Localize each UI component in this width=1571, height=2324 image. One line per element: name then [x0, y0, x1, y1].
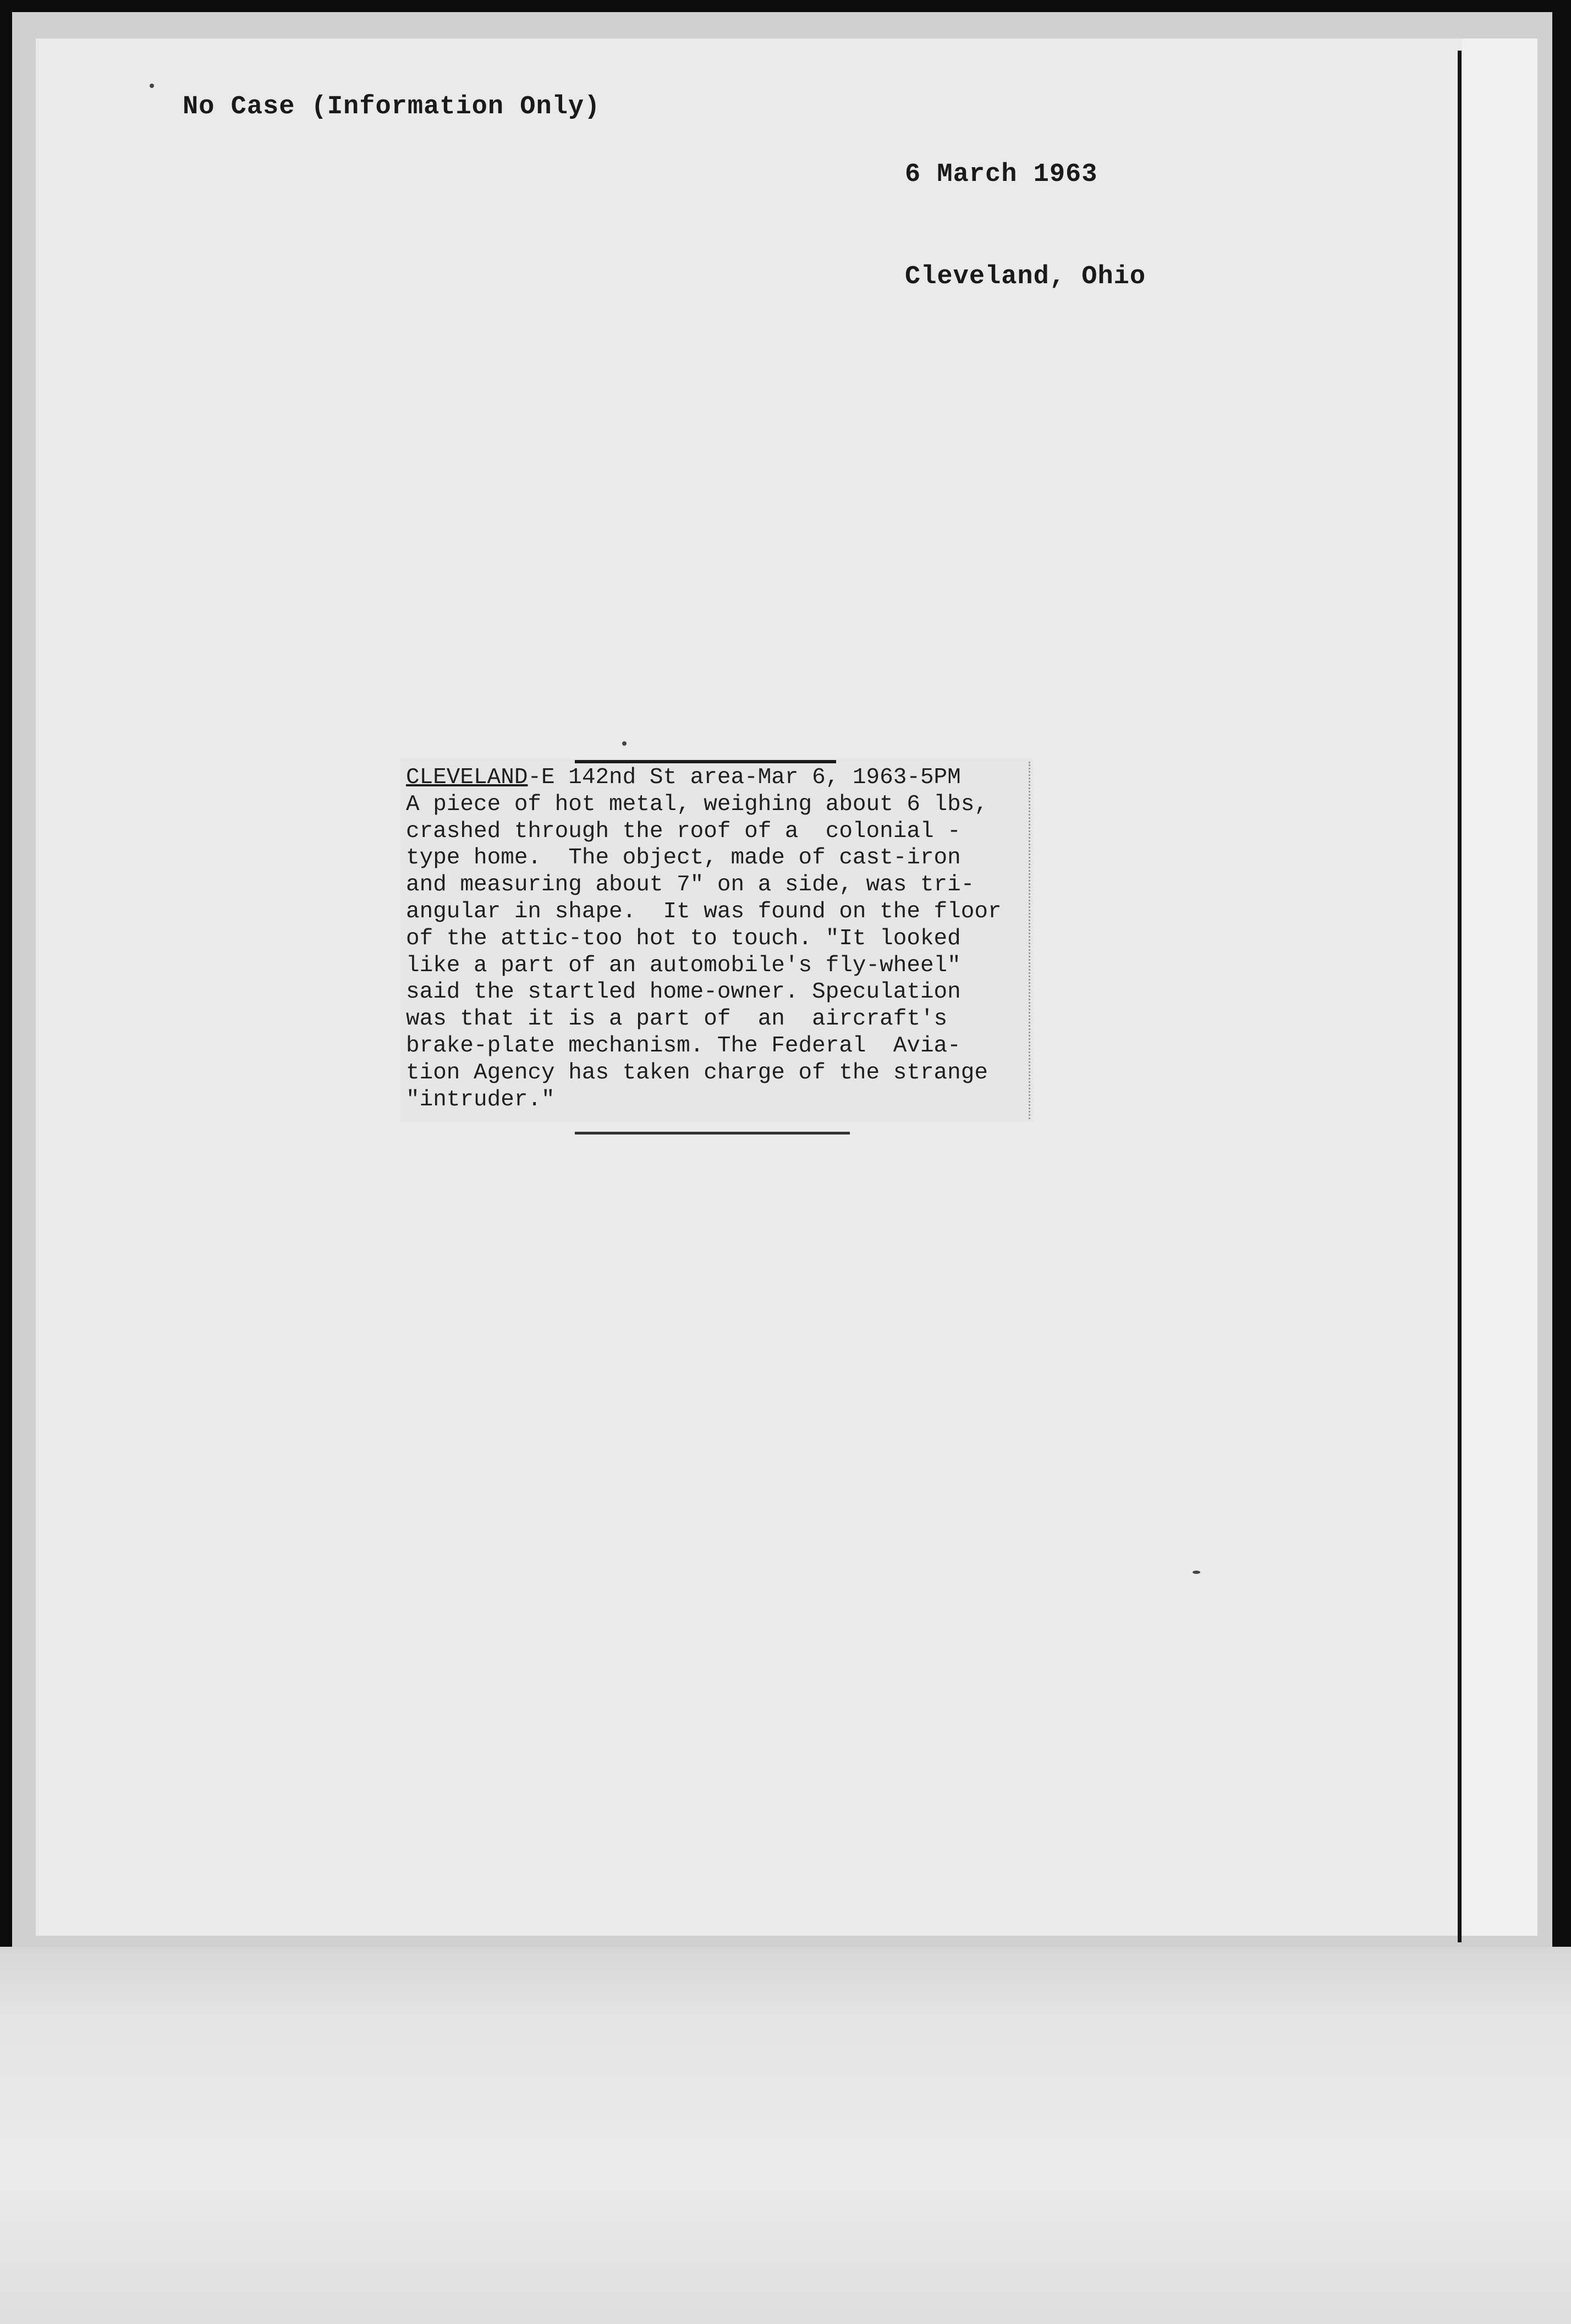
clipping-line: tion Agency has taken charge of the strange	[406, 1060, 988, 1086]
scan-lower-area	[0, 1947, 1571, 2324]
dateline-rest: -E 142nd St area-Mar 6, 1963-5PM	[528, 765, 961, 790]
clipping-line: of the attic-too hot to touch. "It looked	[406, 926, 961, 951]
clipping-line: crashed through the roof of a colonial -	[406, 818, 961, 844]
report-date-location	[905, 90, 1146, 328]
dateline-place: CLEVELAND	[406, 765, 528, 790]
report-location: Cleveland, Ohio	[905, 262, 1146, 291]
dust-speck	[622, 741, 627, 746]
page-right-margin	[1462, 38, 1537, 1936]
clipping-line: brake-plate mechanism. The Federal Avia-	[406, 1033, 961, 1059]
clipping-dateline	[406, 764, 1033, 791]
clipping-bottom-rule	[575, 1132, 850, 1135]
dust-speck	[1193, 1571, 1200, 1574]
clipping-line: type home. The object, made of cast-iron	[406, 845, 961, 871]
page-edge-line	[1458, 51, 1462, 1942]
clipping-text	[406, 764, 1033, 1113]
clipping-line: said the startled home-owner. Speculation	[406, 979, 961, 1005]
clipping-line: angular in shape. It was found on the floor	[406, 899, 1002, 924]
clipping-line: was that it is a part of an aircraft's	[406, 1006, 948, 1032]
clipping-line: A piece of hot metal, weighing about 6 lbs,	[406, 791, 988, 817]
dust-speck	[150, 84, 154, 88]
clipping-line: like a part of an automobile's fly-wheel"	[406, 952, 961, 978]
clipping-line: and measuring about 7" on a side, was tri-	[406, 872, 975, 898]
clipping-top-rule	[575, 760, 836, 763]
clipping-line: "intruder."	[406, 1087, 555, 1113]
case-status: No Case (Information Only)	[183, 92, 601, 122]
report-date: 6 March 1963	[905, 160, 1098, 189]
